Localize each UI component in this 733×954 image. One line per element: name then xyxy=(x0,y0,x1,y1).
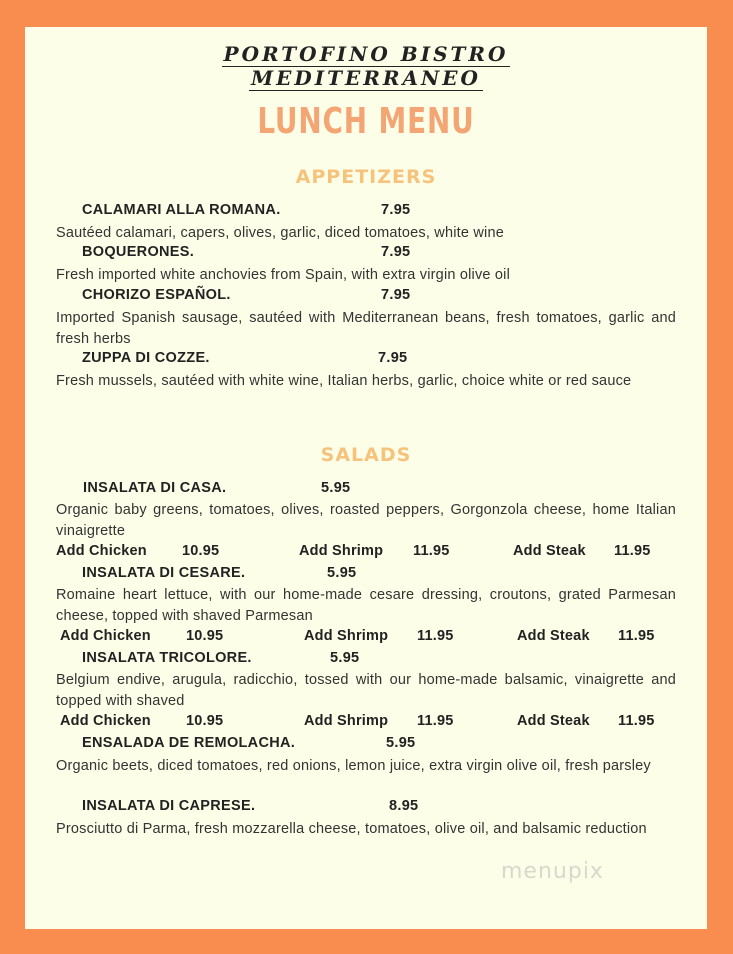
add-steak-price: 11.95 xyxy=(614,543,651,559)
salad-price: 5.95 xyxy=(386,735,416,751)
salad-description: Organic beets, diced tomatoes, red onions, lemon juice, extra virgin olive oil, fresh parsley xyxy=(56,758,651,774)
restaurant-name-line2: MEDITERRANEO xyxy=(251,66,481,90)
add-steak-label: Add Steak xyxy=(517,628,590,644)
add-shrimp-price: 11.95 xyxy=(417,713,454,729)
salads-heading: SALADS xyxy=(320,444,412,466)
add-chicken-label: Add Chicken xyxy=(56,543,147,559)
menu-page xyxy=(25,27,707,929)
appetizer-name: BOQUERONES. xyxy=(82,244,195,260)
appetizer-name: CALAMARI ALLA ROMANA. xyxy=(82,202,281,218)
add-chicken-price: 10.95 xyxy=(182,543,220,559)
add-chicken-price: 10.95 xyxy=(186,628,224,644)
menupix-watermark: menupix xyxy=(501,859,604,884)
appetizer-price: 7.95 xyxy=(378,350,408,366)
salad-price: 5.95 xyxy=(327,565,357,581)
add-shrimp-label: Add Shrimp xyxy=(299,543,384,559)
add-steak-price: 11.95 xyxy=(618,713,655,729)
add-steak-label: Add Steak xyxy=(513,543,586,559)
appetizer-price: 7.95 xyxy=(381,287,411,303)
salad-name: INSALATA TRICOLORE. xyxy=(82,650,252,666)
appetizer-description: Fresh mussels, sautéed with white wine, Italian herbs, garlic, choice white or red sauce xyxy=(56,373,632,389)
salad-description: Romaine heart lettuce, with our home-made cesare dressing, croutons, grated Parmesan cheese, topped with shaved Parmesan xyxy=(56,587,676,624)
salad-price: 8.95 xyxy=(389,798,419,814)
salad-name: ENSALADA DE REMOLACHA. xyxy=(82,735,296,751)
restaurant-name-line1: PORTOFINO BISTRO xyxy=(223,42,509,66)
appetizer-description: Imported Spanish sausage, sautéed with Mediterranean beans, fresh tomatoes, garlic and fresh herbs xyxy=(56,310,676,347)
add-chicken-label: Add Chicken xyxy=(60,713,151,729)
salad-description: Organic baby greens, tomatoes, olives, roasted peppers, Gorgonzola cheese, home Italian vinaigrette xyxy=(56,502,676,539)
add-chicken-price: 10.95 xyxy=(186,713,224,729)
add-shrimp-price: 11.95 xyxy=(413,543,450,559)
salad-description: Prosciutto di Parma, fresh mozzarella cheese, tomatoes, olive oil, and balsamic reduction xyxy=(56,821,647,837)
add-shrimp-label: Add Shrimp xyxy=(304,628,389,644)
add-shrimp-price: 11.95 xyxy=(417,628,454,644)
appetizers-heading: APPETIZERS xyxy=(295,166,437,188)
salad-name: INSALATA DI CAPRESE. xyxy=(82,798,256,814)
menu-title: LUNCH MENU xyxy=(257,101,475,142)
appetizer-name: ZUPPA DI COZZE. xyxy=(82,350,210,366)
add-steak-label: Add Steak xyxy=(517,713,590,729)
appetizer-price: 7.95 xyxy=(381,202,411,218)
add-steak-price: 11.95 xyxy=(618,628,655,644)
salad-price: 5.95 xyxy=(330,650,360,666)
salad-price: 5.95 xyxy=(321,480,351,496)
add-chicken-label: Add Chicken xyxy=(60,628,151,644)
appetizer-description: Sautéed calamari, capers, olives, garlic, diced tomatoes, white wine xyxy=(56,225,505,241)
appetizer-name: CHORIZO ESPAÑOL. xyxy=(82,287,231,303)
salad-description: Belgium endive, arugula, radicchio, tossed with our home-made balsamic, vinaigrette and topped with shaved xyxy=(56,672,676,709)
salad-name: INSALATA DI CASA. xyxy=(83,480,227,496)
salad-name: INSALATA DI CESARE. xyxy=(82,565,246,581)
add-shrimp-label: Add Shrimp xyxy=(304,713,389,729)
appetizer-price: 7.95 xyxy=(381,244,411,260)
appetizer-description: Fresh imported white anchovies from Spain, with extra virgin olive oil xyxy=(56,267,511,283)
